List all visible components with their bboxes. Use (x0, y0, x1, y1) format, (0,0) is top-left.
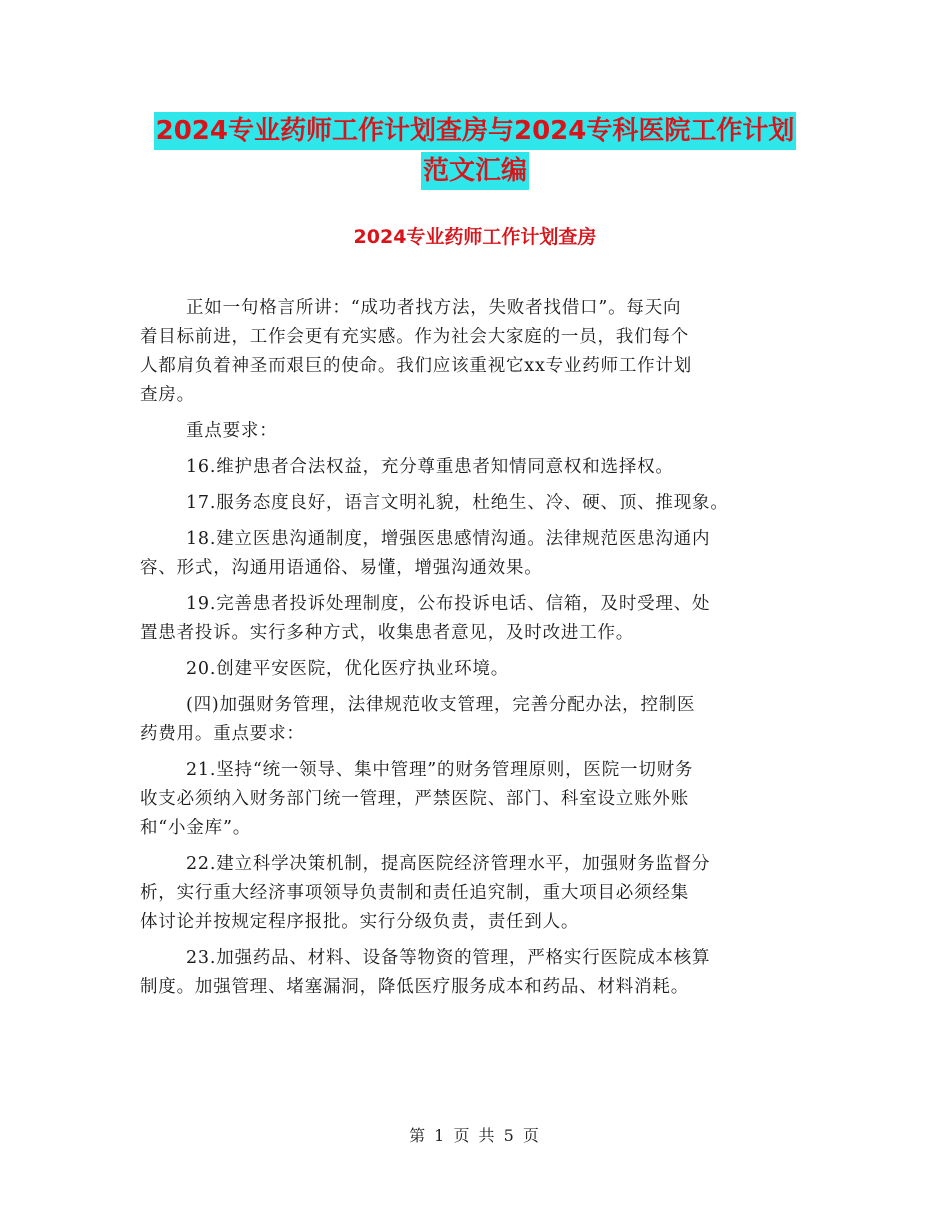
page-footer: 第 1 页 共 5 页 (409, 1126, 541, 1145)
paragraph-line: 和“小金库”。 (140, 818, 251, 838)
section-heading: 2024专业药师工作计划查房 (353, 226, 597, 248)
paragraph (140, 294, 820, 410)
paragraph (140, 453, 820, 482)
paragraph-line: 16.维护患者合法权益，充分尊重患者知情同意权和选择权。 (186, 457, 674, 477)
paragraph-line: 制度。加强管理、堵塞漏洞，降低医疗服务成本和药品、材料消耗。 (140, 977, 689, 997)
paragraph-line: 20.创建平安医院，优化医疗执业环境。 (186, 659, 510, 679)
paragraph-line: 正如一句格言所讲：“成功者找方法，失败者找借口”。每天向 (186, 298, 682, 318)
paragraph (140, 417, 820, 446)
paragraph-line: 重点要求： (186, 421, 278, 441)
paragraph-line: 查房。 (140, 385, 195, 405)
paragraph (140, 525, 820, 583)
title-row-2 (0, 152, 950, 190)
paragraph-line: 容、形式，沟通用语通俗、易懂，增强沟通效果。 (140, 558, 543, 578)
paragraph (140, 756, 820, 843)
paragraph-line: 22.建立科学决策机制，提高医院经济管理水平，加强财务监督分 (186, 854, 711, 874)
paragraph-line: 药费用。重点要求： (140, 724, 305, 744)
paragraph-line: 23.加强药品、材料、设备等物资的管理，严格实行医院成本核算 (186, 948, 711, 968)
paragraph-line: 置患者投诉。实行多种方式，收集患者意见，及时改进工作。 (140, 623, 635, 643)
paragraph-line: 人都肩负着神圣而艰巨的使命。我们应该重视它xx专业药师工作计划 (140, 356, 693, 376)
paragraph (140, 655, 820, 684)
paragraph (140, 691, 820, 749)
paragraph-line: 18.建立医患沟通制度，增强医患感情沟通。法律规范医患沟通内 (186, 529, 711, 549)
body-text (140, 294, 820, 1009)
paragraph-line: (四)加强财务管理，法律规范收支管理，完善分配办法，控制医 (186, 695, 696, 715)
paragraph-line: 体讨论并按规定程序报批。实行分级负责，责任到人。 (140, 912, 580, 932)
document-title-line-2: 范文汇编 (421, 152, 529, 190)
paragraph-line: 19.完善患者投诉处理制度，公布投诉电话、信箱，及时受理、处 (186, 594, 711, 614)
document-title-line-1: 2024专业药师工作计划查房与2024专科医院工作计划 (154, 112, 797, 150)
paragraph (140, 850, 820, 937)
paragraph-line: 21.坚持“统一领导、集中管理”的财务管理原则，医院一切财务 (186, 760, 694, 780)
paragraph-line: 17.服务态度良好，语言文明礼貌，杜绝生、冷、硬、顶、推现象。 (186, 493, 729, 513)
paragraph (140, 944, 820, 1002)
paragraph-line: 着目标前进，工作会更有充实感。作为社会大家庭的一员，我们每个 (140, 327, 689, 347)
paragraph-line: 析，实行重大经济事项领导负责制和责任追究制，重大项目必须经集 (140, 883, 689, 903)
paragraph (140, 590, 820, 648)
paragraph-line: 收支必须纳入财务部门统一管理，严禁医院、部门、科室设立账外账 (140, 789, 689, 809)
title-row-1 (0, 112, 950, 150)
paragraph (140, 489, 820, 518)
